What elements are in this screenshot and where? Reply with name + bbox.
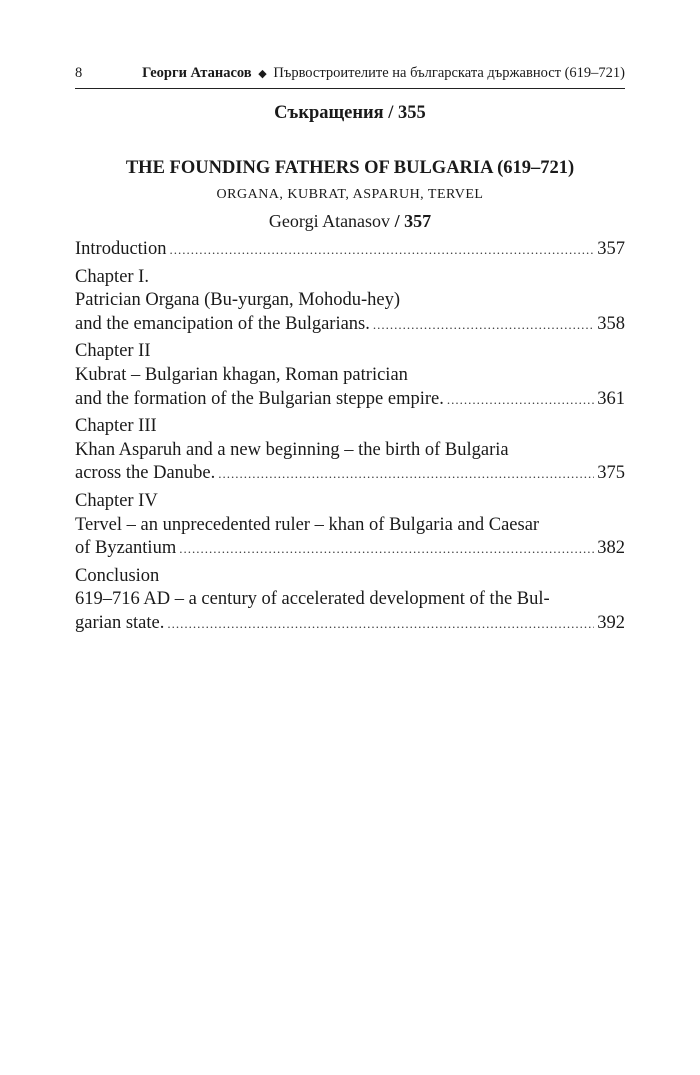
- toc-entry-title: garian state.: [75, 612, 165, 633]
- english-section-author: [60, 211, 640, 232]
- header-book-title: Първостроителите на българската държавност (619–721): [273, 64, 625, 81]
- toc-entry[interactable]: [75, 238, 625, 262]
- page-number: 8: [75, 64, 83, 81]
- toc-chapter-label: Chapter III: [75, 416, 157, 437]
- toc-chapter-label: Conclusion: [75, 565, 160, 586]
- dot-leader: [167, 612, 594, 636]
- toc-entry-title: and the emancipation of the Bulgarians.: [75, 313, 370, 334]
- toc-page-number: 375: [597, 463, 625, 484]
- toc-page-number: 357: [597, 239, 625, 259]
- english-section-subtitle: ORGANA, KUBRAT, ASPARUH, TERVEL: [216, 187, 484, 202]
- toc-entry-title: Introduction: [75, 239, 167, 259]
- diamond-separator-icon: ◆: [258, 67, 267, 80]
- english-section-title: THE FOUNDING FATHERS OF BULGARIA (619–721): [125, 158, 575, 178]
- dot-leader: [447, 388, 594, 412]
- toc-entry-title: of Byzantium: [75, 538, 177, 559]
- toc-entry-title: and the formation of the Bulgarian steppe empire.: [75, 388, 444, 409]
- toc-entry-title: Tervel – an unprecedented ruler – khan of Bulgaria and Caesar: [75, 514, 540, 535]
- toc-entry-title: Patrician Organa (Bu-yurgan, Mohodu-hey): [75, 290, 401, 311]
- dot-leader: [218, 462, 594, 486]
- toc-entry[interactable]: [75, 266, 625, 337]
- toc-page-number: 361: [597, 388, 625, 409]
- toc-entry[interactable]: [75, 415, 625, 486]
- toc-entry-title: Kubrat – Bulgarian khagan, Roman patrician: [75, 364, 408, 385]
- toc-chapter-label: Chapter IV: [75, 490, 158, 511]
- section-page-ref: / 357: [390, 211, 432, 231]
- running-title: [115, 65, 625, 82]
- toc-entry-title: Khan Asparuh and a new beginning – the birth of Bulgaria: [75, 439, 509, 460]
- toc-entry[interactable]: [75, 340, 625, 411]
- author-name: Georgi Atanasov: [268, 211, 391, 231]
- toc-entry[interactable]: [75, 565, 625, 636]
- dot-leader: [179, 537, 594, 561]
- toc-page-number: 392: [597, 612, 625, 633]
- toc-page-number: 358: [597, 313, 625, 334]
- abbreviations-heading: Съкращения / 355: [274, 103, 426, 123]
- table-of-contents: [75, 238, 625, 640]
- toc-page-number: 382: [597, 538, 625, 559]
- toc-entry-title: 619–716 AD – a century of accelerated development of the Bul-: [75, 589, 550, 610]
- dot-leader: [373, 313, 594, 337]
- toc-chapter-label: Chapter II: [75, 341, 151, 362]
- toc-entry-title: across the Danube.: [75, 463, 216, 484]
- header-author: Георги Атанасов: [142, 64, 252, 81]
- toc-chapter-label: Chapter I.: [75, 266, 149, 287]
- dot-leader: [169, 238, 594, 262]
- toc-entry[interactable]: [75, 490, 625, 561]
- running-header: [75, 58, 625, 89]
